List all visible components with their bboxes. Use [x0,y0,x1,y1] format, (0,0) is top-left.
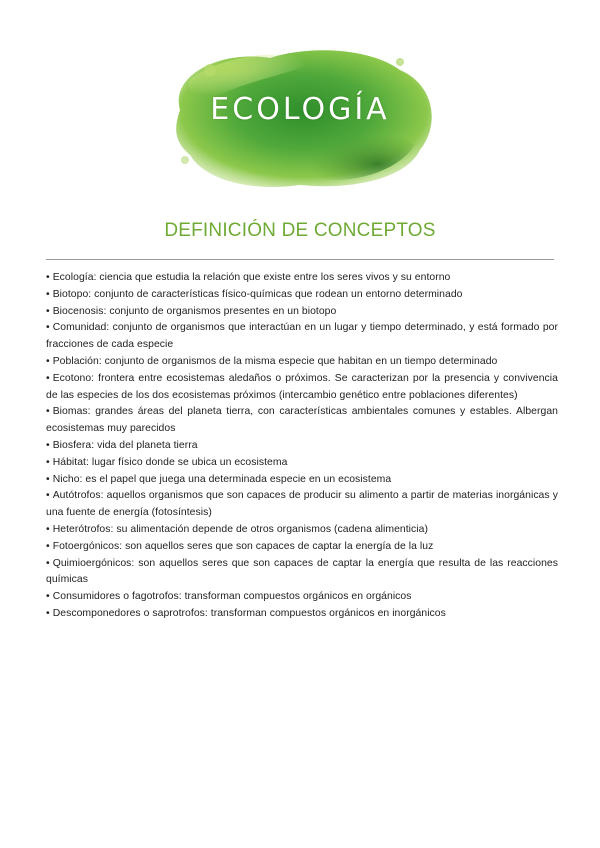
definition-text: Biomas: grandes áreas del planeta tierra, con características ambientales comunes y estables. Albergan ecosistemas muy parecidos [46,406,558,435]
list-item [46,404,558,438]
bullet-icon: • [46,355,50,367]
definition-text: Ecología: ciencia que estudia la relación que existe entre los seres vivos y su entorno [52,272,451,283]
list-item [46,304,558,321]
list-item [46,556,558,590]
definition-text: Autótrofos: aquellos organismos que son capaces de producir su alimento a partir de materias inorgánicas y una fuente de energía (fotosíntesis) [46,490,558,519]
bullet-icon: • [46,322,50,334]
definition-text: Comunidad: conjunto de organismos que interactúan en un lugar y tiempo determinado, y está formado por fracciones de cada especie [46,322,558,351]
list-item [46,522,558,539]
definition-text: Fotoergónicos: son aquellos seres que son capaces de captar la energía de la luz [52,540,434,552]
bullet-icon: • [46,272,50,283]
definition-text: Heterótrofos: su alimentación depende de otros organismos (cadena alimenticia) [52,523,428,535]
definition-text: Biocenosis: conjunto de organismos presentes en un biotopo [52,305,337,317]
bullet-icon: • [46,473,50,485]
bullet-icon: • [46,607,50,619]
list-item [46,455,558,472]
list-item [46,539,558,556]
bullet-icon: • [46,288,50,300]
list-item [46,320,558,354]
definition-text: Quimioergónicos: son aquellos seres que son capaces de captar la energía que resulta de las reacciones químicas [46,557,558,586]
bullet-icon: • [46,490,50,502]
list-item [46,488,558,522]
list-item [46,606,558,623]
definition-text: Hábitat: lugar físico donde se ubica un ecosistema [52,456,288,468]
bullet-icon: • [46,523,50,535]
definition-text: Descomponedores o saprotrofos: transforman compuestos orgánicos en inorgánicos [52,607,446,619]
list-item [46,472,558,489]
section-title: DEFINICIÓN DE CONCEPTOS [164,220,436,241]
definition-text: Biosfera: vida del planeta tierra [52,439,198,451]
definition-text: Consumidores o fagotrofos: transforman compuestos orgánicos en orgánicos [52,591,412,603]
bullet-icon: • [46,406,50,418]
bullet-icon: • [46,305,50,317]
divider [46,259,554,260]
bullet-icon: • [46,456,50,468]
list-item [46,438,558,455]
list-item [46,371,558,405]
bullet-icon: • [46,540,50,552]
definition-text: Ecotono: frontera entre ecosistemas aledaños o próximos. Se caracterizan por la presencia y convivencia de las especies de los dos ecosistemas próximos (intercambio genético entre poblaciones diferentes) [46,372,558,401]
bullet-icon: • [46,591,50,603]
bullet-icon: • [46,557,50,569]
list-item [46,287,558,304]
bullet-icon: • [46,372,50,384]
list-item [46,270,558,287]
watercolor-banner [150,40,450,200]
list-item [46,589,558,606]
page-title: ECOLOGÍA [210,92,390,127]
bullet-icon: • [46,439,50,451]
definitions-list [46,270,558,623]
definition-text: Biotopo: conjunto de características físico-químicas que rodean un entorno determinado [52,288,463,300]
definition-text: Población: conjunto de organismos de la misma especie que habitan en un tiempo determinado [52,355,498,367]
list-item [46,354,558,371]
definition-text: Nicho: es el papel que juega una determinada especie en un ecosistema [52,473,392,485]
